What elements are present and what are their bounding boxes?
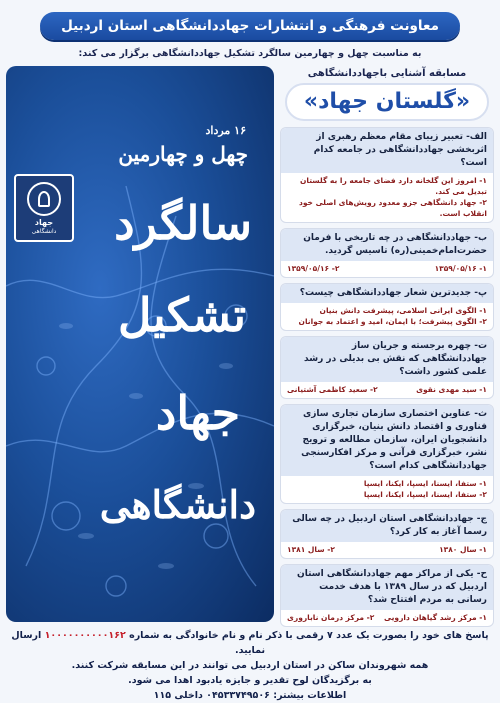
- question-card: [280, 509, 494, 559]
- answer-option[interactable]: ۱- ۱۳۵۹/۰۵/۱۶: [434, 264, 487, 273]
- question-list: [280, 127, 494, 627]
- answer-option[interactable]: ۱- ستفا، ایسنا، ایسپا، ایکنا، ایسپا: [363, 479, 487, 488]
- question-text: ح- یکی از مراکز مهم جهاددانشگاهی استان اردبیل که در سال ۱۳۸۹ با هدف خدمت رسانی به مردم افتتاح شد؟: [281, 565, 493, 610]
- question-card: [280, 228, 494, 278]
- poster-line-44th: چهل و چهارمین: [118, 142, 248, 166]
- question-options: [281, 610, 493, 626]
- poster-line-jahad: جهاد: [155, 386, 240, 440]
- question-text: ب- جهاددانشگاهی در چه تاریخی با فرمان حضرت‌امام‌خمینی(ره) تاسیس گردید.: [281, 229, 493, 261]
- footer-line-eligibility: همه شهروندان ساکن در استان اردبیل می توانند در این مسابقه شرکت کنند.: [71, 660, 429, 671]
- question-card: [280, 564, 494, 627]
- question-card: [280, 283, 494, 331]
- question-options: [281, 542, 493, 558]
- footer-sms-end: ارسال نمایید.: [11, 630, 266, 656]
- poster-date-day: ۱۶: [234, 124, 246, 137]
- question-text: ج- جهاددانشگاهی استان اردبیل در چه سالی رسما آغاز به کار کرد؟: [281, 510, 493, 542]
- answer-option[interactable]: ۲- ستفا، ایسنا، ایسپا، ایکنا، ایسپا: [363, 490, 487, 499]
- footer-line-prizes: به برگزیدگان لوح تقدیر و جایزه یادبود اهدا می شود.: [128, 675, 372, 686]
- header-banner: [40, 12, 460, 40]
- answer-option[interactable]: ۲- ۱۳۵۹/۰۵/۱۶: [287, 264, 340, 273]
- footer-line-sms: [0, 628, 500, 658]
- footer-sms-text: پاسخ های خود را بصورت یک عدد ۷ رقمی با ذکر نام و نام خانوادگی به شماره: [129, 630, 489, 641]
- quiz-panel: [280, 66, 494, 632]
- footer-line-contact: اطلاعات بیشتر: ۰۴۵۳۳۷۴۹۵۰۶ داخلی ۱۱۵: [153, 690, 347, 701]
- answer-option[interactable]: ۱- امروز این گلخانه دارد فضای جامعه را به گلستان تبدیل می کند.: [299, 176, 487, 196]
- question-options: [281, 476, 493, 503]
- answer-option[interactable]: ۱- الگوی ایرانی اسلامی، پیشرفت دانش بنیان: [319, 306, 487, 315]
- question-card: [280, 127, 494, 223]
- answer-option[interactable]: ۱- سال ۱۳۸۰: [439, 545, 487, 554]
- poster-line-university: دانشگاهی: [99, 482, 256, 527]
- footer-sms-number: ۱۰۰۰۰۰۰۰۰۰۰۱۶۲: [44, 630, 126, 641]
- answer-option[interactable]: ۲- الگوی پیشرفت؛ با ایمان، امید و اعتماد به جوانان: [298, 317, 487, 326]
- question-card: [280, 404, 494, 504]
- answer-option[interactable]: ۲- جهاد دانشگاهی جزو معدود رویش‌های اصلی خود انقلاب است.: [299, 198, 487, 218]
- question-text: ث- عناوین اختصاری سازمان تجاری سازی فناوری و اقتصاد دانش بنیان، خبرگزاری دانشجویان ایران، سازمان مطالعه و ترویج نشر، خبرگزاری قرآنی و مرکز افکارسنجی جهاددانشگاهی کدام است؟: [281, 405, 493, 476]
- poster-line-anniversary: سالگرد: [114, 196, 252, 250]
- emblem-subtitle: دانشگاهی: [31, 228, 57, 235]
- contest-small-title: مسابقه آشنایی باجهاددانشگاهی: [307, 68, 467, 79]
- answer-option[interactable]: ۱- سید مهدی نقوی: [416, 385, 487, 394]
- answer-option[interactable]: ۲- سعید کاظمی آشتیانی: [287, 385, 378, 394]
- question-options: [281, 173, 493, 222]
- poster-line-founding: تشکیل: [118, 288, 246, 342]
- poster-date: [206, 124, 247, 137]
- question-options: [281, 382, 493, 398]
- footer: [0, 628, 500, 703]
- subheading: به مناسبت چهل و چهارمین سالگرد تشکیل جهاددانشگاهی برگزار می کند:: [78, 48, 422, 59]
- question-options: [281, 303, 493, 330]
- emblem-title: جهاد: [34, 218, 54, 227]
- answer-option[interactable]: ۲- مرکز درمان ناباروری: [287, 613, 375, 622]
- poster-date-month: مرداد: [205, 124, 231, 137]
- question-text: پ- جدیدترین شعار جهاددانشگاهی چیست؟: [281, 284, 493, 303]
- answer-option[interactable]: ۲- سال ۱۳۸۱: [287, 545, 335, 554]
- answer-option[interactable]: ۱- مرکز رشد گیاهان دارویی: [384, 613, 487, 622]
- emblem-icon: [27, 182, 61, 216]
- question-card: [280, 336, 494, 399]
- question-options: [281, 261, 493, 277]
- jahad-emblem: [14, 174, 74, 242]
- question-text: الف- تعبیر زیبای مقام معظم رهبری از اثربخشی جهاددانشگاهی در جامعه کدام است؟: [281, 128, 493, 173]
- contest-big-title: «گلستان جهاد»: [285, 83, 489, 121]
- banner-text: معاونت فرهنگی و انتشارات جهاددانشگاهی استان اردبیل: [61, 18, 439, 34]
- question-text: ت- چهره برجسته و جریان ساز جهاددانشگاهی که نقش بی بدیلی در رشد علمی کشور داشت؟: [281, 337, 493, 382]
- poster-artwork: [6, 66, 274, 622]
